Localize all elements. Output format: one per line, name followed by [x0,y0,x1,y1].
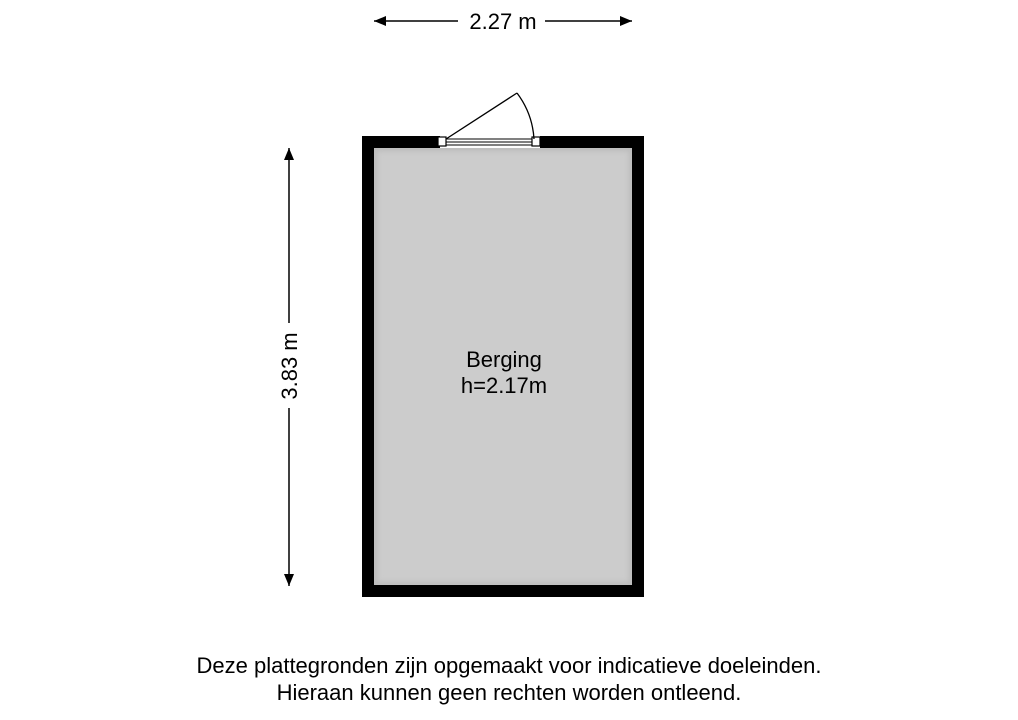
width-dimension-label: 2.27 m [469,9,537,34]
height-arrow-top [284,148,294,160]
height-dimension [277,148,302,586]
height-dimension-label: 3.83 m [277,332,302,400]
width-arrow-right [620,16,632,26]
disclaimer-line-1: Deze plattegronden zijn opgemaakt voor indicatieve doeleinden. [196,653,822,678]
room-height: h=2.17m [460,373,548,398]
width-arrow-left [374,16,386,26]
room-berging [362,93,644,597]
door-jamb-left [438,137,446,146]
disclaimer-line-2: Hieraan kunnen geen rechten worden ontleend. [276,680,742,705]
disclaimer [0,652,1018,706]
door-leaf [446,93,517,139]
width-dimension [374,9,632,34]
room-name: Berging [466,347,542,372]
door-jamb-right [532,137,540,146]
height-arrow-bottom [284,574,294,586]
door-swing-arc [517,93,534,139]
